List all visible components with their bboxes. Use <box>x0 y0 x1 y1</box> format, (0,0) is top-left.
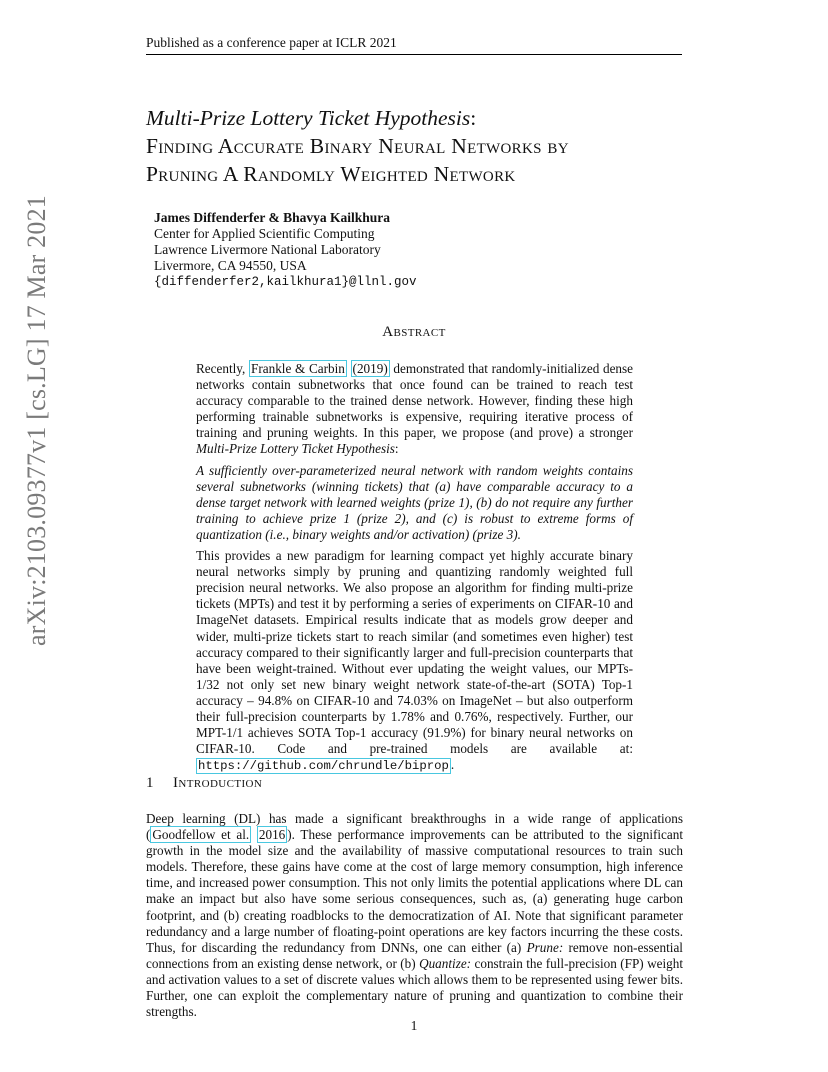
author-block <box>154 210 417 290</box>
citation-year-link[interactable]: 2016 <box>258 827 286 843</box>
title-colon: : <box>470 106 477 130</box>
page-number: 1 <box>410 1018 418 1033</box>
abstract-text: . <box>450 757 455 773</box>
hypothesis-name: Multi-Prize Lottery Ticket Hypothesis <box>196 441 395 457</box>
citation-year-link[interactable]: (2019) <box>352 361 388 376</box>
citation-link[interactable]: Frankle & Carbin <box>251 361 345 376</box>
abstract-text: Recently, <box>196 361 250 376</box>
abstract-text: demonstrated that randomly-initialized dense networks contain subnetworks that once found can be trained to reach test accuracy comparable to the trained dense network. However, finding these high performing trainable subnetworks is expensive, requiring iterative process of training and pruning weights. In this paper, we propose (and prove) a stronger <box>196 361 634 441</box>
abstract-text: This provides a new paradigm for learning compact yet highly accurate binary neural networks simply by pruning and quantizing randomly weighted full precision neural networks. We also propose an algorithm for finding multi-prize tickets (MPTs) and test it by performing a series of experiments on CIFAR-10 and ImageNet datasets. Empirical results indicate that as models grow deeper and wider, multi-prize tickets start to reach similar (and sometimes even higher) test accuracy compared to their significantly larger and full-precision counterparts that have been weight-trained. Without ever updating the weight values, our MPTs-1/32 not only set new binary weight network state-of-the-art (SOTA) Top-1 accuracy – 94.8% on CIFAR-10 and 74.03% on ImageNet – but also outperform their full-precision counterparts by 1.78% and 0.76%, respectively. Further, our MPT-1/1 achieves SOTA Top-1 accuracy (91.9%) for binary neural networks on CIFAR-10. Code and pre-trained models are available at: <box>196 548 633 757</box>
title-line-2: Finding Accurate Binary Neural Networks by <box>146 134 569 158</box>
title-line-1 <box>146 104 706 132</box>
author-city: Livermore, CA 94550, USA <box>154 258 307 273</box>
abstract-text: : <box>394 441 399 457</box>
abstract-paragraph-2 <box>196 548 633 774</box>
citation-link[interactable]: Goodfellow et al. <box>152 827 250 843</box>
code-url-link[interactable]: https://github.com/chrundle/biprop <box>198 759 449 774</box>
author-names: James Diffenderfer & Bhavya Kailkhura <box>154 210 390 225</box>
intro-text: remove non-essential connections from an existing dense network, or (b) <box>146 939 683 971</box>
intro-text: constrain the full-precision (FP) weight and activation values to a set of discrete values which allows them to be represented using fewer bits. Further, one can exploit the complementary nature of pruning and quantization to combine their strengths. <box>146 955 683 1020</box>
title-line-3: Pruning A Randomly Weighted Network <box>146 162 516 186</box>
author-email: {diffenderfer2,kailkhura1}@llnl.gov <box>154 275 417 289</box>
author-lab: Lawrence Livermore National Laboratory <box>154 242 381 257</box>
hypothesis-statement: A sufficiently over-parameterized neural network with random weights contains several subnetworks (winning tickets) that (a) have comparable accuracy to a dense target network with learned weights (prize 1), (b) do not require any further training to achieve prize 1 (prize 2), and (c) is robust to extreme forms of quantization (i.e., binary weights and/or activation) (prize 3). <box>196 462 633 542</box>
intro-text: ). These performance improvements can be attributed to the significant growth in the model size and the availability of massive computational resources to train such models. Therefore, these gains have come at the cost of large memory consumption, high inference time, and increased power consumption. This not only limits the potential applications where DL can make an impact but also have some serious consequences, such as, (a) generating huge carbon footprint, and (b) creating roadblocks to the democratization of AI. Note that significant parameter redundancy and a large number of floating-point operations are key factors incurring the these costs. Thus, for discarding the redundancy from DNNs, one can either (a) <box>146 827 684 955</box>
arxiv-identifier: arXiv:2103.09377v1 [cs.LG] 17 Mar 2021 <box>22 195 51 646</box>
quantize-label: Quantize: <box>419 955 472 971</box>
prune-label: Prune: <box>526 939 564 955</box>
introduction-paragraph <box>146 811 683 1020</box>
abstract-paragraph-1 <box>196 361 633 458</box>
abstract-heading: Abstract <box>382 324 446 340</box>
header-rule <box>146 54 682 55</box>
section-name: Introduction <box>173 775 263 791</box>
author-department: Center for Applied Scientific Computing <box>154 226 375 241</box>
intro-text: Deep learning (DL) has made a significant breakthroughs in a wide range of applications ( <box>146 811 683 843</box>
section-number: 1 <box>146 775 154 791</box>
title-italic: Multi-Prize Lottery Ticket Hypothesis <box>146 106 471 130</box>
abstract-body <box>196 361 633 779</box>
section-heading <box>146 775 262 792</box>
paper-title <box>146 104 706 188</box>
running-header: Published as a conference paper at ICLR 2021 <box>146 35 397 50</box>
